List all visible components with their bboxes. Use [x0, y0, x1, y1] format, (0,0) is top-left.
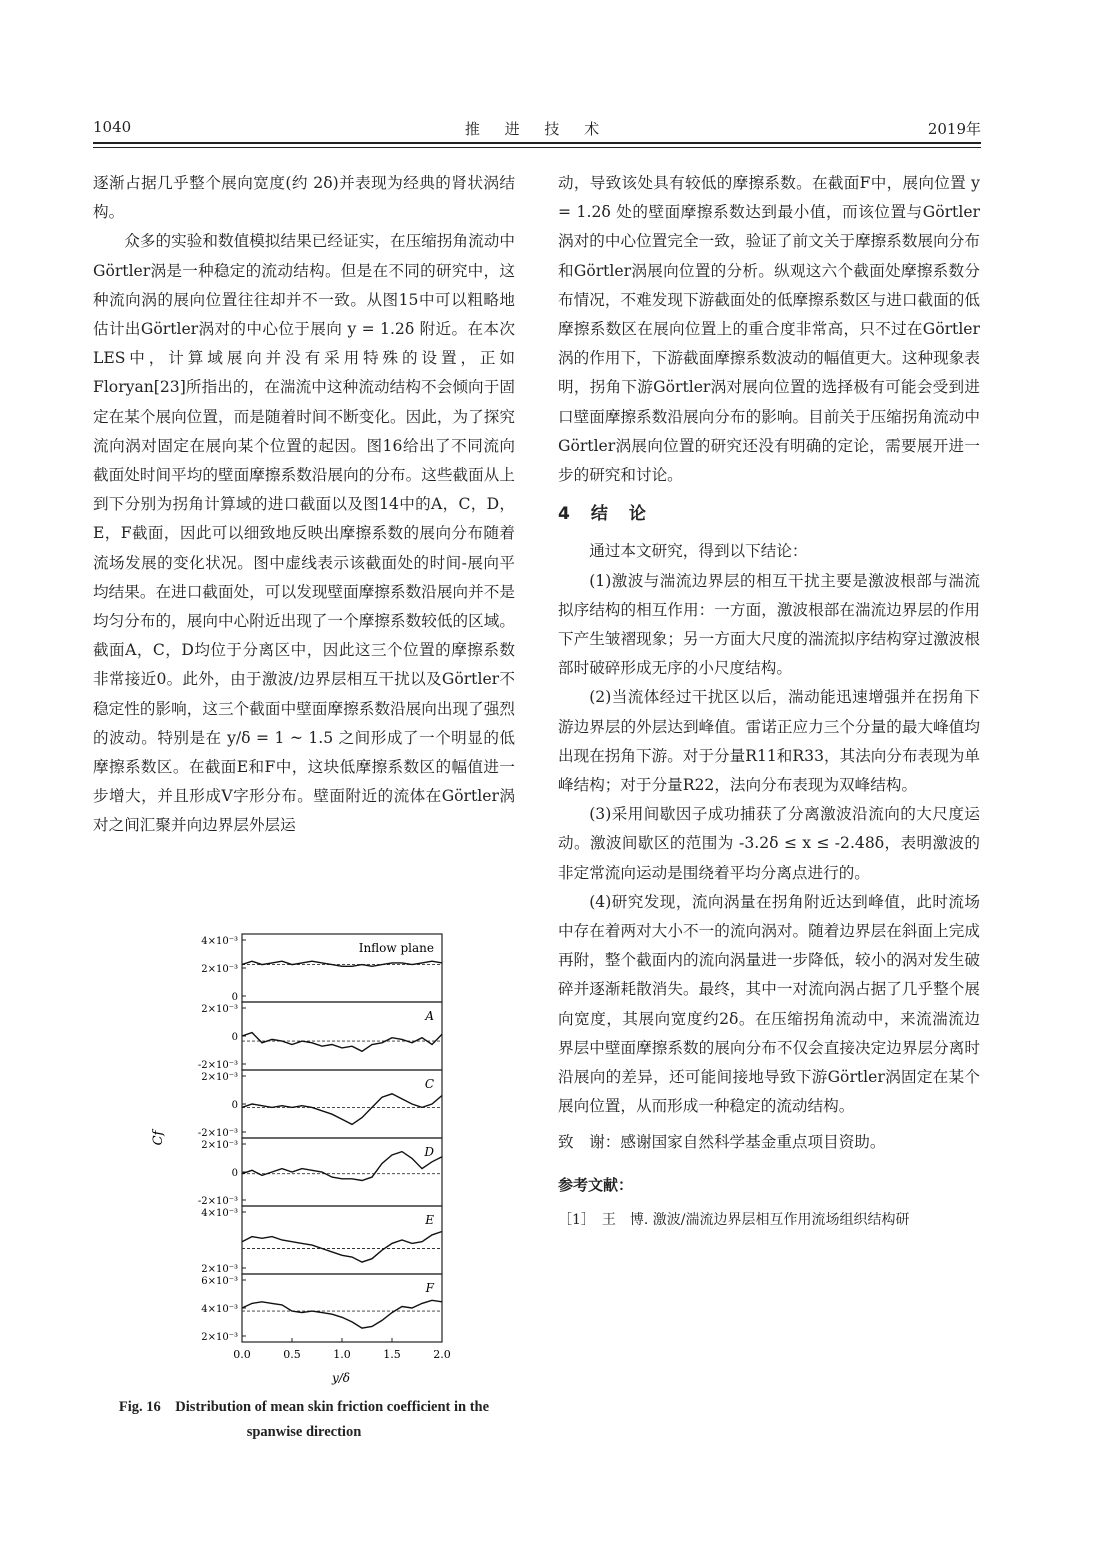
paragraph: 动，导致该处具有较低的摩擦系数。在截面F中，展向位置 y = 1.2δ 处的壁面摩擦系数达到最小值，而该位置与Görtler涡对的中心位置完全一致，验证了前文关于摩擦系数展向分布和Görtler涡展向位置的分析。纵观这六个截面处摩擦系数分布情况，不难发现下游截面处的低摩擦系数区与进口截面的低摩擦系数区在展向位置上的重合度非常高，只不过在Görtler涡的作用下，下游截面摩擦系数波动的幅值更大。这种现象表明，拐角下游Görtler涡对展向位置的选择极有可能会受到进口壁面摩擦系数沿展向分布的影响。目前关于压缩拐角流动中Görtler涡展向位置的研究还没有明确的定论，需要展开进一步的研究和讨论。 — [558, 174, 980, 485]
page-number: 1040 — [93, 118, 132, 136]
x-axis-label: y/δ — [331, 1371, 351, 1385]
y-tick-label: 0 — [231, 1168, 238, 1179]
panel-label: D — [424, 1145, 434, 1159]
conclusion-item: (1)激波与湍流边界层的相互干扰主要是激波根部与湍流拟序结构的相互作用：一方面，激波根部在湍流边界层的作用下产生皱褶现象；另一方面大尺度的湍流拟序结构穿过激波根部时破碎形成无序的小尺度结构。 — [558, 571, 980, 678]
y-axis-label: Cf — [151, 1130, 166, 1146]
series-line — [242, 1300, 442, 1328]
y-tick-label: 4×10⁻³ — [201, 1304, 238, 1315]
x-tick-label: 1.5 — [383, 1348, 401, 1361]
header-rule-thin — [93, 147, 981, 148]
series-line — [242, 1033, 442, 1052]
x-tick-label: 1.0 — [333, 1348, 351, 1361]
year: 2019年 — [927, 120, 981, 138]
paragraph: 通过本文研究，得到以下结论： — [589, 542, 808, 561]
panel-label: E — [425, 1213, 434, 1227]
y-tick-label: 2×10⁻³ — [201, 1072, 238, 1083]
figure-caption: Fig. 16 Distribution of mean skin friction coefficient in the spanwise direction — [118, 1399, 490, 1440]
conclusion-item: (4)研究发现，流向涡量在拐角附近达到峰值，此时流场中存在着两对大小不一的流向涡对。随着边界层在斜面上完成再附，整个截面内的流向涡量进一步降低，较小的涡对发生破碎并逐渐耗散消失。最终，其中一对流向涡占据了几乎整个展向宽度，其展向宽度约2δ。在压缩拐角流动中，来流湍流边界层中壁面摩擦系数的展向分布不仅会直接决定边界层分离时沿展向的差异，还可能间接地导致下游Görtler涡固定在某个展向位置，从而形成一种稳定的流动结构。 — [558, 892, 980, 1116]
conclusion-item: (3)采用间歇因子成功捕获了分离激波沿流向的大尺度运动。激波间歇区的范围为 -3.2δ ≤ x ≤ -2.48δ，表明激波的非定常流向运动是围绕着平均分离点进行的。 — [558, 805, 980, 882]
header-rule-thick — [93, 142, 981, 144]
y-tick-label: -2×10⁻³ — [197, 1128, 238, 1139]
x-tick-label: 0.5 — [283, 1348, 301, 1361]
y-tick-label: 6×10⁻³ — [201, 1276, 238, 1287]
y-tick-label: 4×10⁻³ — [201, 1208, 238, 1219]
y-tick-label: 2×10⁻³ — [201, 1264, 238, 1275]
y-tick-label: 2×10⁻³ — [201, 1004, 238, 1015]
journal-name: 推 进 技 术 — [464, 120, 610, 138]
y-tick-label: 0 — [231, 1032, 238, 1043]
right-column — [558, 169, 980, 1235]
y-tick-label: 2×10⁻³ — [201, 964, 238, 975]
panel-label: Inflow plane — [358, 941, 434, 955]
y-tick-label: 0 — [231, 992, 238, 1003]
figure-16-chart — [150, 928, 460, 1390]
x-tick-label: 0.0 — [233, 1348, 251, 1361]
conclusion-item: (2)当流体经过干扰区以后，湍动能迅速增强并在拐角下游边界层的外层达到峰值。雷诺正应力三个分量的最大峰值均出现在拐角下游。对于分量R11和R33，其法向分布表现为单峰结构；对于分量R22，法向分布表现为双峰结构。 — [558, 688, 980, 795]
x-tick-label: 2.0 — [433, 1348, 451, 1361]
section-heading: 4 结 论 — [558, 504, 648, 525]
panel-label: A — [425, 1009, 434, 1023]
paragraph: 逐渐占据几乎整个展向宽度(约 2δ)并表现为经典的肾状涡结构。 — [93, 174, 515, 222]
left-column — [93, 169, 515, 841]
series-line — [242, 961, 442, 966]
paragraph: 众多的实验和数值模拟结果已经证实，在压缩拐角流动中Görtler涡是一种稳定的流动结构。但是在不同的研究中，这种流向涡的展向位置往往却并不一致。从图15中可以粗略地估计出Görtler涡对的中心位于展向 y = 1.2δ 附近。在本次LES中，计算域展向并没有采用特殊的设置，正如Floryan[23]所指出的，在湍流中这种流动结构不会倾向于固定在某个展向位置，而是随着时间不断变化。因此，为了探究流向涡对固定在展向某个位置的起因。图16给出了不同流向截面处时间平均的壁面摩擦系数沿展向的分布。这些截面从上到下分别为拐角计算域的进口截面以及图14中的A，C，D，E，F截面，因此可以细致地反映出摩擦系数的展向分布随着流场发展的变化状况。图中虚线表示该截面处的时间-展向平均结果。在进口截面处，可以发现壁面摩擦系数沿展向并不是均匀分布的，展向中心附近出现了一个摩擦系数较低的区域。截面A，C，D均位于分离区中，因此这三个位置的摩擦系数非常接近0。此外，由于激波/边界层相互干扰以及Görtler不稳定性的影响，这三个截面中壁面摩擦系数沿展向出现了强烈的波动。特别是在 y/δ = 1 ~ 1.5 之间形成了一个明显的低摩擦系数区。在截面E和F中，这块低摩擦系数区的幅值进一步增大，并且形成V字形分布。壁面附近的流体在Görtler涡对之间汇聚并向边界层外层运 — [93, 232, 515, 835]
series-line — [242, 1152, 442, 1181]
panel-label: F — [425, 1281, 434, 1295]
y-tick-label: 0 — [231, 1100, 238, 1111]
reference-item: ［1］ 王 博. 激波/湍流边界层相互作用流场组织结构研 — [558, 1211, 910, 1228]
y-tick-label: -2×10⁻³ — [197, 1196, 238, 1207]
references-title: 参考文献： — [558, 1175, 634, 1194]
series-line — [242, 1232, 442, 1263]
y-tick-label: 2×10⁻³ — [201, 1140, 238, 1151]
running-header — [93, 118, 981, 140]
acknowledgement: 致 谢：感谢国家自然科学基金重点项目资助。 — [558, 1132, 886, 1151]
panel-label: C — [424, 1077, 434, 1091]
y-tick-label: -2×10⁻³ — [197, 1060, 238, 1071]
panel-frame — [242, 1002, 442, 1070]
panel-frame — [242, 1206, 442, 1274]
y-tick-label: 4×10⁻³ — [201, 936, 238, 947]
series-line — [242, 1094, 442, 1125]
y-tick-label: 2×10⁻³ — [201, 1332, 238, 1343]
